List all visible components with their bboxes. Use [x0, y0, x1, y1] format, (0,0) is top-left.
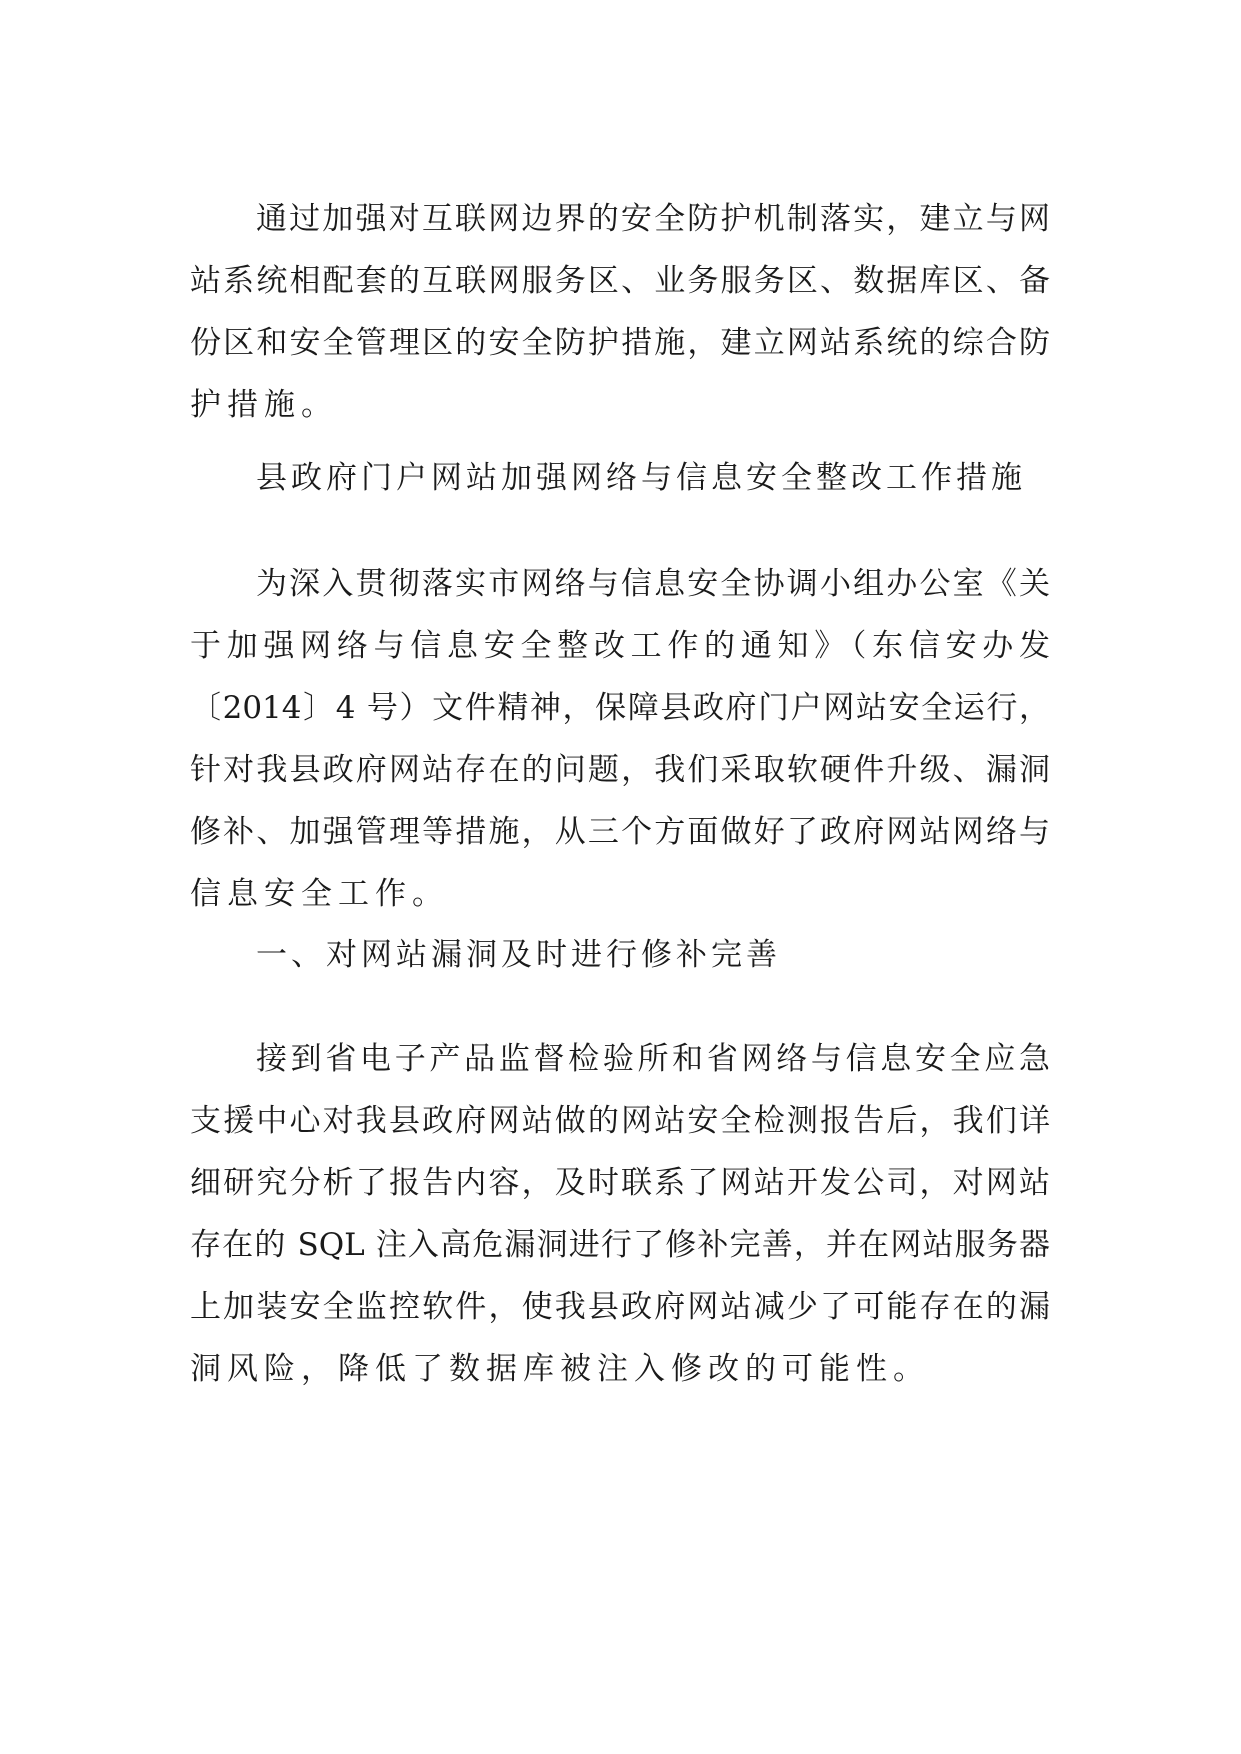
paragraph-1-line-4: 护措施。	[190, 387, 338, 423]
paragraph-3-line-5: 上加装安全监控软件，使我县政府网站减少了可能存在的漏	[190, 1289, 1050, 1325]
paragraph-3-line-1: 接到省电子产品监督检验所和省网络与信息安全应急	[256, 1041, 1050, 1077]
paragraph-2-line-6: 信息安全工作。	[190, 876, 449, 912]
paragraph-2-line-2: 于加强网络与信息安全整改工作的通知》（东信安办发	[190, 628, 1050, 664]
paragraph-1	[190, 188, 1050, 436]
section-1-heading: 一、对网站漏洞及时进行修补完善	[256, 937, 781, 973]
paragraph-3-line-3: 细研究分析了报告内容，及时联系了网站开发公司，对网站	[190, 1165, 1050, 1201]
paragraph-3-line-2: 支援中心对我县政府网站做的网站安全检测报告后，我们详	[190, 1103, 1050, 1139]
document-title: 县政府门户网站加强网络与信息安全整改工作措施	[256, 460, 1026, 496]
paragraph-3	[190, 1028, 1050, 1400]
paragraph-2-line-4: 针对我县政府网站存在的问题，我们采取软硬件升级、漏洞	[190, 752, 1050, 788]
paragraph-3-line-4: 存在的 SQL 注入高危漏洞进行了修补完善，并在网站服务器	[190, 1227, 1050, 1263]
paragraph-1-line-3: 份区和安全管理区的安全防护措施，建立网站系统的综合防	[190, 325, 1050, 361]
paragraph-2-line-3: 〔2014〕4 号）文件精神，保障县政府门户网站安全运行，	[190, 690, 1050, 726]
paragraph-2	[190, 553, 1050, 925]
paragraph-2-line-5: 修补、加强管理等措施，从三个方面做好了政府网站网络与	[190, 814, 1050, 850]
paragraph-1-line-2: 站系统相配套的互联网服务区、业务服务区、数据库区、备	[190, 263, 1050, 299]
paragraph-1-line-1: 通过加强对互联网边界的安全防护机制落实，建立与网	[256, 201, 1050, 237]
paragraph-2-line-1: 为深入贯彻落实市网络与信息安全协调小组办公室《关	[256, 566, 1050, 602]
paragraph-3-line-6: 洞风险，降低了数据库被注入修改的可能性。	[190, 1351, 930, 1387]
